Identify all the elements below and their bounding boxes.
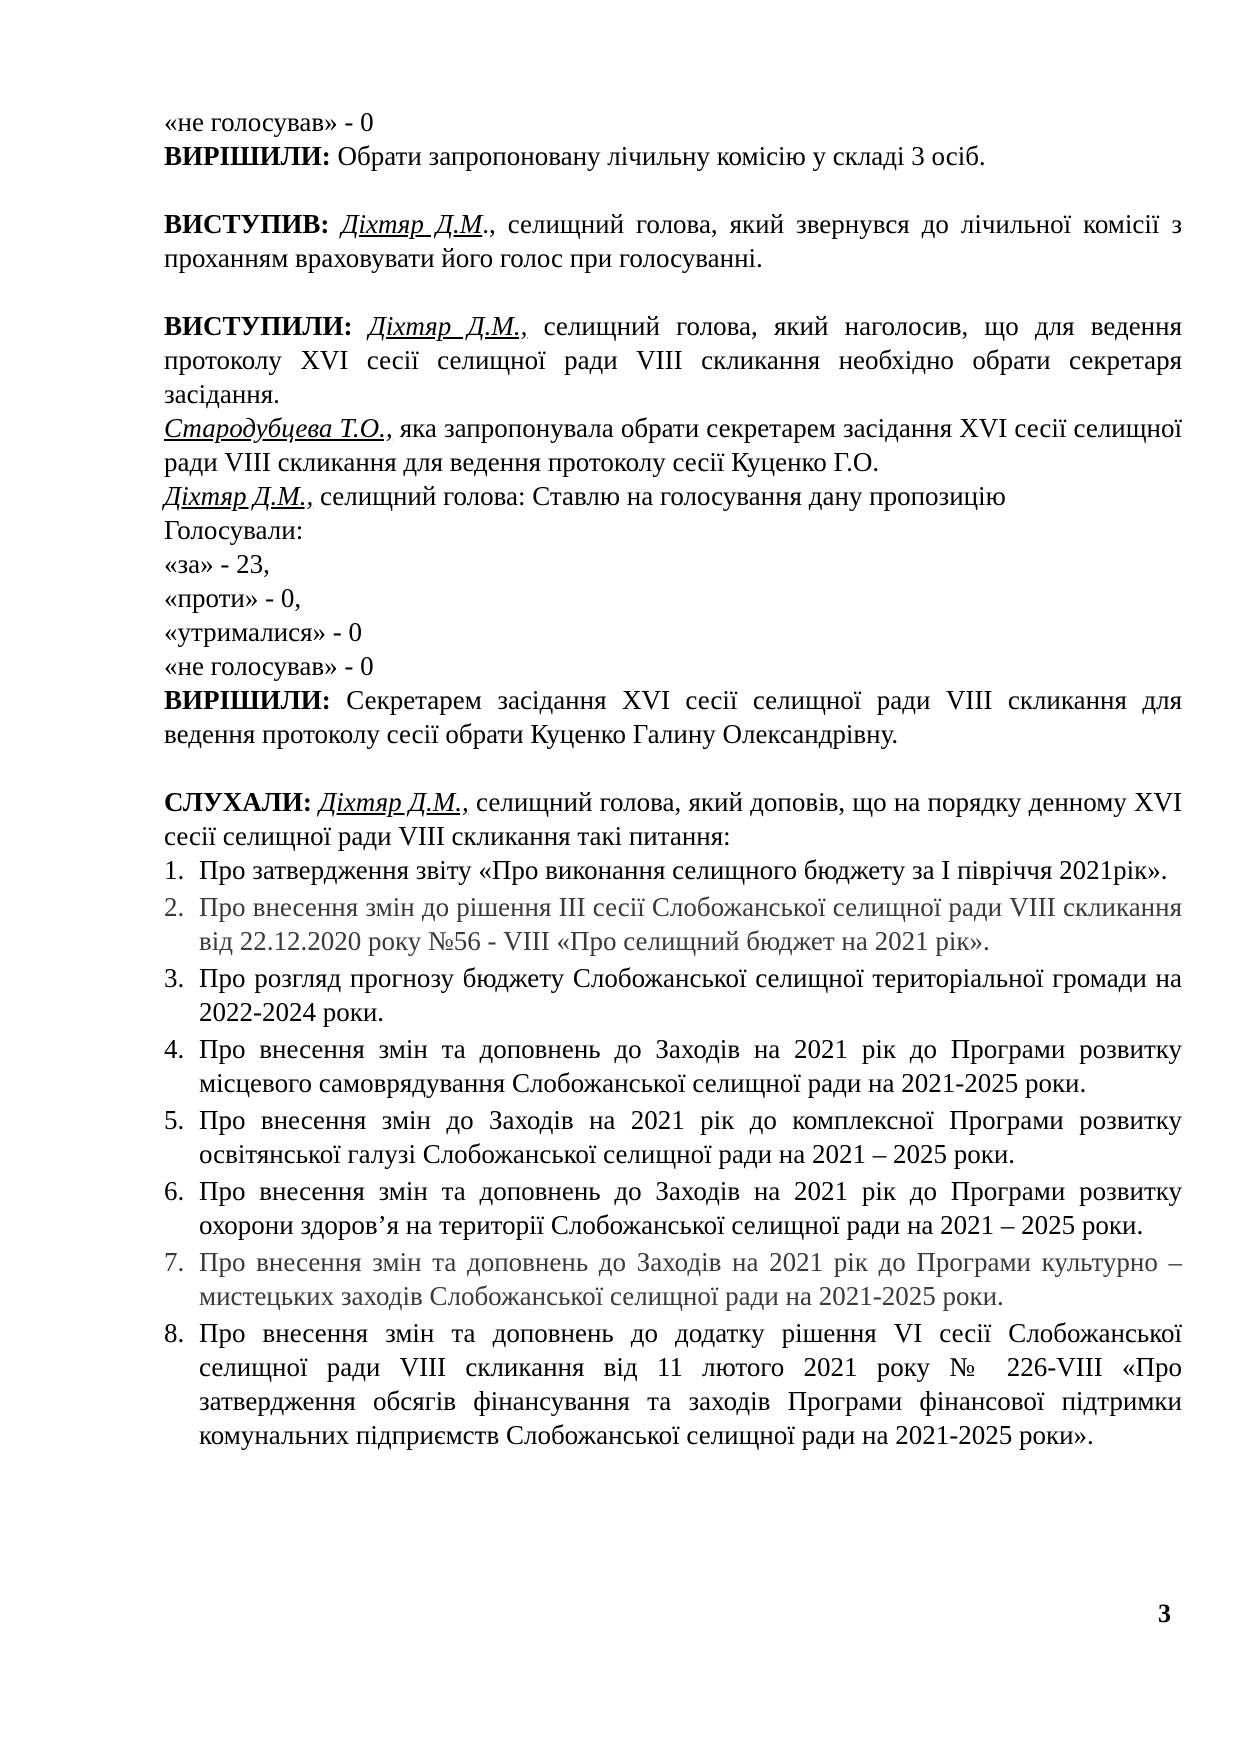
agenda-item [164, 961, 1182, 1029]
agenda-item [164, 1032, 1182, 1100]
agenda-item-text: Про внесення змін та доповнень до Заходів на 2021 рік до Програми розвитку місцевого самоврядування Слобожанської селищної ради на 2021-2025 роки. [199, 1034, 1182, 1098]
agenda-item-number: 2. [164, 892, 185, 922]
agenda-item-text: Про внесення змін та доповнень до Заходів на 2021 рік до Програми культурно – мистецьких заходів Слобожанської селищної ради на 2021-2025 роки. [199, 1247, 1182, 1311]
agenda-list [164, 853, 1182, 1452]
heard-label: СЛУХАЛИ: [164, 787, 312, 817]
agenda-item-text: Про розгляд прогнозу бюджету Слобожанської селищної територіальної громади на 2022-2024 роки. [199, 963, 1182, 1027]
speech-paragraph [164, 207, 1182, 275]
decision-paragraph [164, 683, 1182, 751]
agenda-item-text: Про затвердження звіту «Про виконання селищного бюджету за І півріччя 2021рік». [199, 855, 1168, 885]
agenda-item-number: 4. [164, 1034, 185, 1064]
page-number: 3 [1158, 1599, 1171, 1628]
decided-label: ВИРІШИЛИ: [164, 685, 331, 715]
vote-call-text: селищний голова: Ставлю на голосування дану пропозицію [313, 481, 1006, 511]
votes-title: Голосували: [164, 515, 304, 545]
agenda-item [164, 1103, 1182, 1171]
agenda-item [164, 890, 1182, 958]
vote-call-paragraph [164, 479, 1182, 513]
proposal-text: яка запропонувала обрати секретарем засідання XVI сесії селищної ради VIII скликання для ведення протоколу сесії Куценко Г.О. [164, 413, 1182, 477]
decided-label: ВИРІШИЛИ: [164, 141, 331, 171]
agenda-item [164, 1316, 1182, 1452]
paragraph-gap [164, 751, 1182, 785]
document-body [164, 105, 1182, 1455]
heard-paragraph [164, 785, 1182, 853]
speech-text: селищний голова, який наголосив, що для ведення протоколу XVI сесії селищної ради VIII скликання необхідно обрати секретаря засідання. [164, 311, 1183, 409]
spoke-plural-label: ВИСТУПИЛИ: [164, 311, 353, 341]
agenda-item-number: 7. [164, 1247, 185, 1277]
vote-for-line: «за» - 23, [164, 549, 270, 579]
agenda-item [164, 1174, 1182, 1242]
vote-against-line: «проти» - 0, [164, 583, 302, 613]
spoke-label: ВИСТУПИВ: [164, 209, 330, 239]
paragraph-gap [164, 173, 1182, 207]
vote-not-voted-line: «не голосував» - 0 [164, 651, 374, 681]
agenda-item [164, 1245, 1182, 1313]
agenda-item-number: 6. [164, 1176, 185, 1206]
decided-text: Секретарем засідання XVI сесії селищної ради VIII скликання для ведення протоколу сесії обрати Куценко Галину Олександрівну. [164, 685, 1182, 749]
speeches-paragraph [164, 309, 1182, 411]
agenda-item-number: 1. [164, 855, 185, 885]
speaker-name: Діхтяр Д.М., [319, 787, 469, 817]
heard-text: селищний голова, який доповів, що на порядку денному XVI сесії селищної ради VIII скликання такі питання: [164, 787, 1183, 851]
speaker-name: Діхтяр Д.М [341, 209, 483, 239]
vote-not-voted-line: «не голосував» - 0 [164, 107, 374, 137]
decided-text: Обрати запропоновану лічильну комісію у складі 3 осіб. [330, 141, 986, 171]
agenda-item-number: 3. [164, 963, 185, 993]
decision-paragraph [164, 139, 1182, 173]
agenda-item-text: Про внесення змін та доповнень до Заходів на 2021 рік до Програми розвитку охорони здоров’я на території Слобожанської селищної ради на 2021 – 2025 роки. [199, 1176, 1182, 1240]
agenda-item-text: Про внесення змін та доповнень до додатку рішення VI сесії Слобожанської селищної ради VIII скликання від 11 лютого 2021 року № 226-VIII «Про затвердження обсягів фінансування та заходів Програми фінансової підтримки комунальних підприємств Слобожанської селищної ради на 2021-2025 роки». [199, 1318, 1182, 1450]
agenda-item-text: Про внесення змін до рішення ІІІ сесії Слобожанської селищної ради VIII скликання від 22.12.2020 року №56 - VIII «Про селищний бюджет на 2021 рік». [199, 892, 1182, 956]
paragraph-gap [164, 275, 1182, 309]
agenda-item-text: Про внесення змін до Заходів на 2021 рік до комплексної Програми розвитку освітянської галузі Слобожанської селищної ради на 2021 – 2025 роки. [199, 1105, 1182, 1169]
agenda-item [164, 853, 1182, 887]
agenda-item-number: 5. [164, 1105, 185, 1135]
vote-abstain-line: «утрималися» - 0 [164, 617, 363, 647]
speech-text: ., селищний голова, який звернувся до лічильної комісії з проханням враховувати його голос при голосуванні. [164, 209, 1183, 273]
agenda-item-number: 8. [164, 1318, 185, 1348]
speaker-name: Діхтяр Д.М., [164, 481, 314, 511]
speaker-name: Діхтяр Д.М., [368, 311, 528, 341]
proposal-paragraph [164, 411, 1182, 479]
speaker-name: Стародубцева Т.О., [164, 413, 393, 443]
